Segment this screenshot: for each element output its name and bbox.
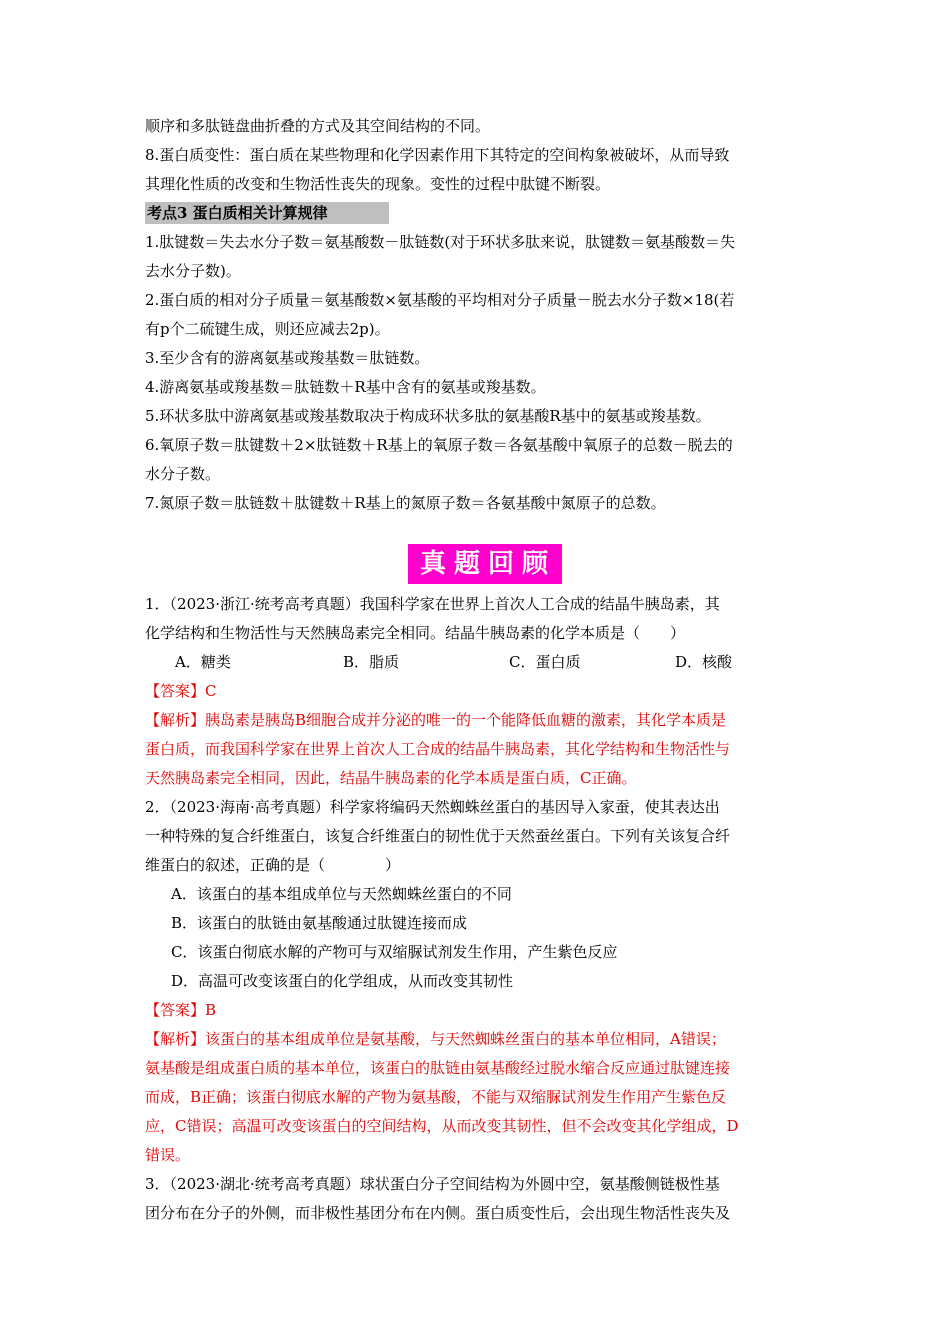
- rule-line: 6.氧原子数＝肽键数＋2×肽链数＋R基上的氧原子数＝各氨基酸中氧原子的总数－脱去的: [145, 436, 733, 454]
- rule-line: 4.游离氨基或羧基数＝肽链数＋R基中含有的氨基或羧基数。: [145, 378, 546, 396]
- question-2-analysis: 氨基酸是组成蛋白质的基本单位，该蛋白的肽链由氨基酸经过脱水缩合反应通过肽键连接: [145, 1059, 731, 1077]
- question-2-stem: 维蛋白的叙述，正确的是（ ）: [145, 856, 401, 874]
- review-banner: 真题回顾: [408, 544, 562, 584]
- rule-line: 去水分子数)。: [145, 262, 241, 280]
- answer-value: C: [205, 682, 217, 700]
- question-2-stem: 一种特殊的复合纤维蛋白，该复合纤维蛋白的韧性优于天然蚕丝蛋白。下列有关该复合纤: [145, 827, 731, 845]
- answer-label: 【答案】: [145, 1001, 206, 1019]
- option-c: C．该蛋白彻底水解的产物可与双缩脲试剂发生作用，产生紫色反应: [171, 943, 618, 961]
- document-body: [145, 112, 825, 1228]
- option-b: B．该蛋白的肽链由氨基酸通过肽键连接而成: [171, 914, 468, 932]
- analysis-text: 该蛋白的基本组成单位是氨基酸，与天然蜘蛛丝蛋白的基本单位相同，A错误；: [205, 1030, 726, 1048]
- question-2-analysis: 而成，B正确；该蛋白彻底水解的产物为氨基酸，不能与双缩脲试剂发生作用产生紫色反: [145, 1088, 727, 1106]
- option-c: C．蛋白质: [509, 653, 581, 671]
- analysis-label: 【解析】: [145, 711, 206, 729]
- analysis-text: 胰岛素是胰岛B细胞合成并分泌的唯一的一个能降低血糖的激素，其化学本质是: [205, 711, 727, 729]
- answer-label: 【答案】: [145, 682, 206, 700]
- rule-line: 5.环状多肽中游离氨基或羧基数取决于构成环状多肽的氨基酸R基中的氨基或羧基数。: [145, 407, 711, 425]
- question-1-answer: [145, 677, 825, 706]
- paragraph: 顺序和多肽链盘曲折叠的方式及其空间结构的不同。: [145, 117, 491, 135]
- rule-line: 7.氮原子数＝肽链数＋肽键数＋R基上的氮原子数＝各氨基酸中氮原子的总数。: [145, 494, 666, 512]
- question-1-options: [145, 648, 825, 677]
- option-a: A．糖类: [175, 653, 231, 671]
- rule-line: 1.肽键数＝失去水分子数＝氨基酸数－肽链数(对于环状多肽来说，肽键数＝氨基酸数＝失: [145, 233, 736, 251]
- question-1-stem: 1．（2023·浙江·统考高考真题）我国科学家在世界上首次人工合成的结晶牛胰岛素，其: [145, 595, 720, 613]
- rule-line: 水分子数。: [145, 465, 221, 483]
- option-a: A．该蛋白的基本组成单位与天然蜘蛛丝蛋白的不同: [171, 885, 512, 903]
- paragraph: 其理化性质的改变和生物活性丧失的现象。变性的过程中肽键不断裂。: [145, 175, 611, 193]
- question-3-stem: 团分布在分子的外侧，而非极性基团分布在内侧。蛋白质变性后，会出现生物活性丧失及: [145, 1204, 731, 1222]
- analysis-label: 【解析】: [145, 1030, 206, 1048]
- question-1-analysis: 蛋白质，而我国科学家在世界上首次人工合成的结晶牛胰岛素，其化学结构和生物活性与: [145, 740, 731, 758]
- option-d: D．核酸: [675, 653, 733, 671]
- answer-value: B: [205, 1001, 217, 1019]
- paragraph: 8.蛋白质变性：蛋白质在某些物理和化学因素作用下其特定的空间构象被破坏，从而导致: [145, 146, 730, 164]
- question-2-analysis: 错误。: [145, 1146, 191, 1164]
- question-1-analysis: [145, 706, 825, 735]
- rule-line: 3.至少含有的游离氨基或羧基数＝肽链数。: [145, 349, 430, 367]
- question-2-answer: [145, 996, 825, 1025]
- option-b: B．脂质: [343, 653, 400, 671]
- question-1-stem: 化学结构和生物活性与天然胰岛素完全相同。结晶牛胰岛素的化学本质是（ ）: [145, 624, 686, 642]
- question-2-analysis: 应，C错误；高温可改变该蛋白的空间结构，从而改变其韧性，但不会改变其化学组成，D: [145, 1117, 739, 1135]
- question-3-stem: 3．（2023·湖北·统考高考真题）球状蛋白分子空间结构为外圆中空，氨基酸侧链极性基: [145, 1175, 720, 1193]
- section-heading: 考点3 蛋白质相关计算规律: [145, 202, 389, 224]
- question-1-analysis: 天然胰岛素完全相同，因此，结晶牛胰岛素的化学本质是蛋白质，C正确。: [145, 769, 637, 787]
- question-2-stem: 2．（2023·海南·高考真题）科学家将编码天然蜘蛛丝蛋白的基因导入家蚕，使其表达出: [145, 798, 720, 816]
- question-2-analysis: [145, 1025, 825, 1054]
- option-d: D．高温可改变该蛋白的化学组成，从而改变其韧性: [171, 972, 514, 990]
- rule-line: 有p个二硫键生成，则还应减去2p)。: [145, 320, 390, 338]
- banner-container: [145, 544, 825, 584]
- rule-line: 2.蛋白质的相对分子质量＝氨基酸数×氨基酸的平均相对分子质量－脱去水分子数×18(若: [145, 291, 735, 309]
